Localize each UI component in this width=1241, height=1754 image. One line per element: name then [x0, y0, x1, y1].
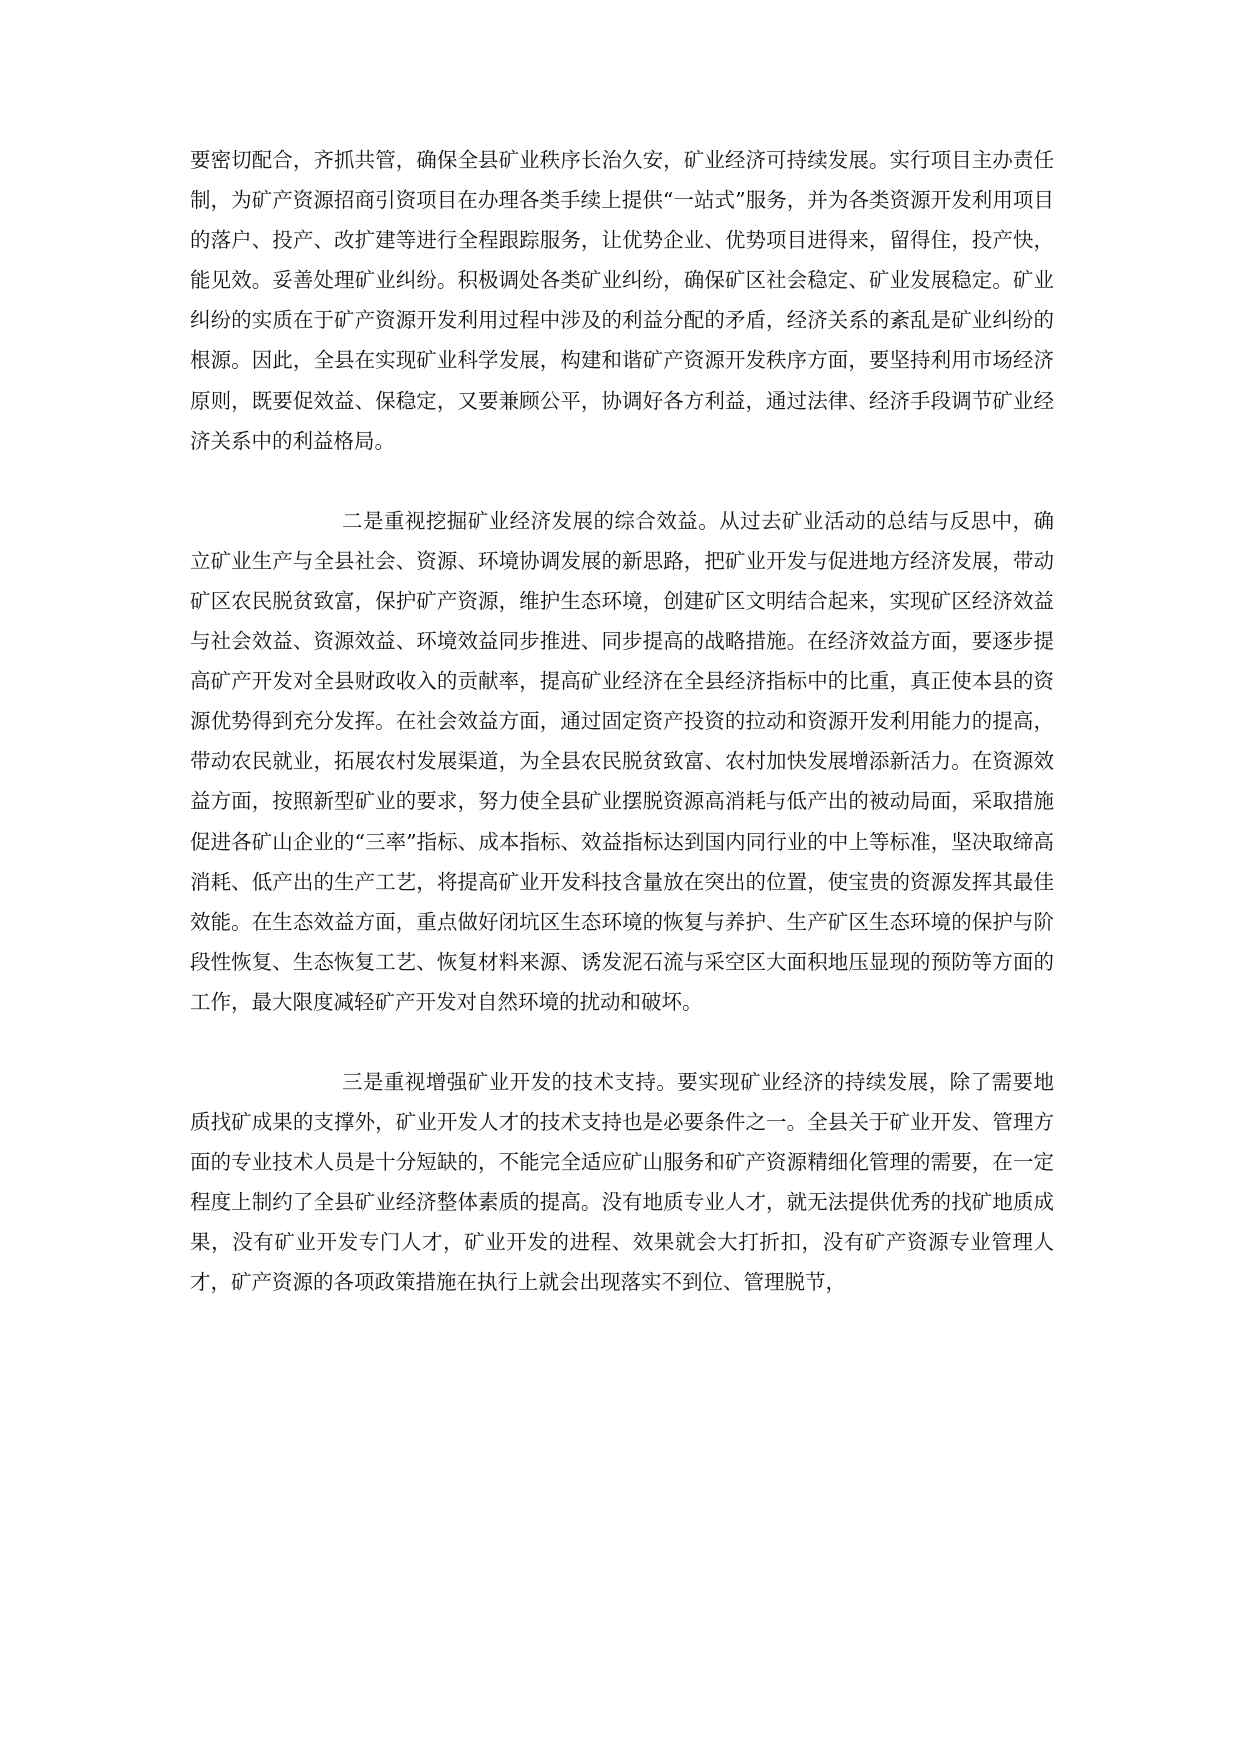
paragraph-2: 二是重视挖掘矿业经济发展的综合效益。从过去矿业活动的总结与反思中，确立矿业生产与全县社会、资源、环境协调发展的新思路，把矿业开发与促进地方经济发展，带动矿区农民脱贫致富，保护矿产资源，维护生态环境，创建矿区文明结合起来，实现矿区经济效益与社会效益、资源效益、环境效益同步推进、同步提高的战略措施。在经济效益方面，要逐步提高矿产开发对全县财政收入的贡献率，提高矿业经济在全县经济指标中的比重，真正使本县的资源优势得到充分发挥。在社会效益方面，通过固定资产投资的拉动和资源开发利用能力的提高，带动农民就业，拓展农村发展渠道，为全县农民脱贫致富、农村加快发展增添新活力。在资源效益方面，按照新型矿业的要求，努力使全县矿业摆脱资源高消耗与低产出的被动局面，采取措施促进各矿山企业的“三率”指标、成本指标、效益指标达到国内同行业的中上等标准，坚决取缔高消耗、低产出的生产工艺，将提高矿业开发科技含量放在突出的位置，使宝贵的资源发挥其最佳效能。在生态效益方面，重点做好闭坑区生态环境的恢复与养护、生产矿区生态环境的保护与阶段性恢复、生态恢复工艺、恢复材料来源、诱发泥石流与采空区大面积地压显现的预防等方面的工作，最大限度减轻矿产开发对自然环境的扰动和破坏。 — [190, 508, 1054, 1014]
document-body — [190, 140, 1054, 1303]
paragraph-1: 要密切配合，齐抓共管，确保全县矿业秩序长治久安，矿业经济可持续发展。实行项目主办责任制，为矿产资源招商引资项目在办理各类手续上提供“一站式”服务，并为各类资源开发利用项目的落户、投产、改扩建等进行全程跟踪服务，让优势企业、优势项目进得来，留得住，投产快，能见效。妥善处理矿业纠纷。积极调处各类矿业纠纷，确保矿区社会稳定、矿业发展稳定。矿业纠纷的实质在于矿产资源开发利用过程中涉及的利益分配的矛盾，经济关系的紊乱是矿业纠纷的根源。因此，全县在实现矿业科学发展，构建和谐矿产资源开发秩序方面，要坚持利用市场经济原则，既要促效益、保稳定，又要兼顾公平，协调好各方利益，通过法律、经济手段调节矿业经济关系中的利益格局。 — [190, 148, 1054, 453]
paragraph-3: 三是重视增强矿业开发的技术支持。要实现矿业经济的持续发展，除了需要地质找矿成果的支撑外，矿业开发人才的技术支持也是必要条件之一。全县关于矿业开发、管理方面的专业技术人员是十分短缺的，不能完全适应矿山服务和矿产资源精细化管理的需要，在一定程度上制约了全县矿业经济整体素质的提高。没有地质专业人才，就无法提供优秀的找矿地质成果，没有矿业开发专门人才，矿业开发的进程、效果就会大打折扣，没有矿产资源专业管理人才，矿产资源的各项政策措施在执行上就会出现落实不到位、管理脱节， — [190, 1069, 1054, 1295]
